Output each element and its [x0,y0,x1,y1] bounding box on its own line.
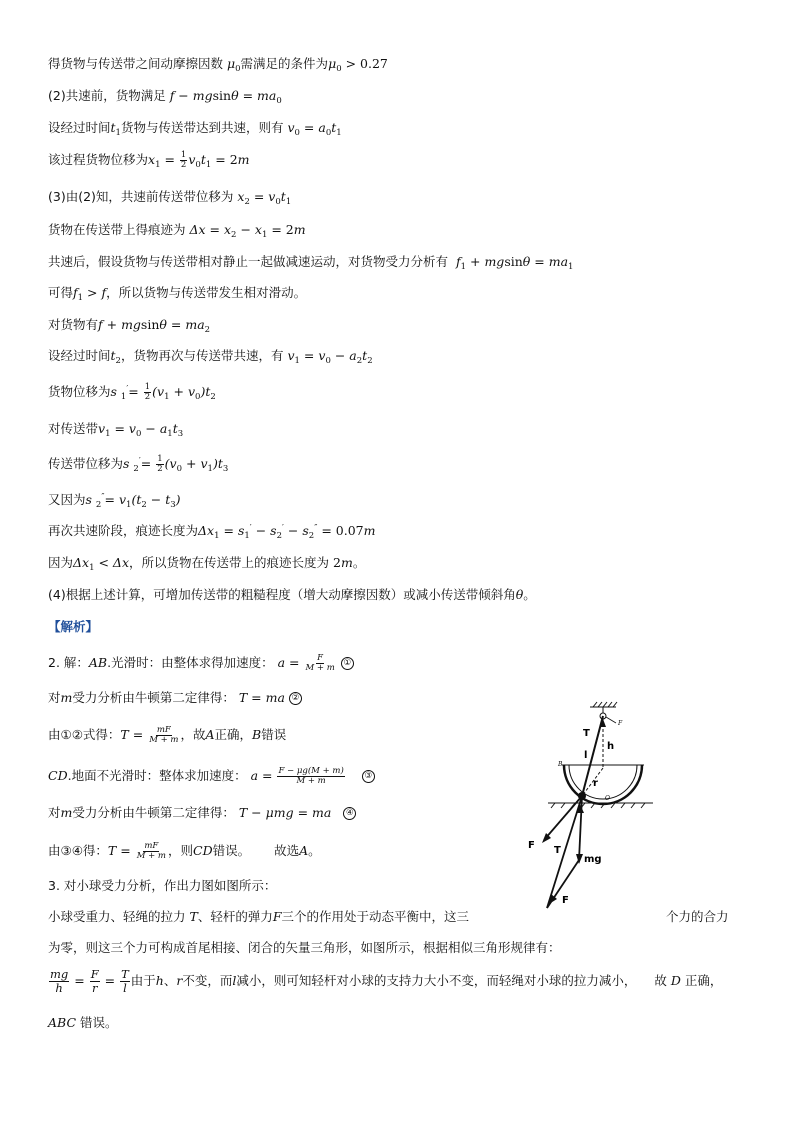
mark-4: ④ [343,807,356,820]
text-line-12: 对传送带$v_1 = v_0 - a_1t_3$ [48,421,184,439]
text-line-15: 再次共速阶段，痕迹长度为$\Delta x_1 = s_1' - s_2' - s_2'' = 0.07m$ [48,523,376,541]
label-T-lower: T [554,845,561,856]
label-T-top: T [583,728,590,739]
text-line-7: 共速后，假设货物与传送带相对静止一起做减速运动，对货物受力分析有 $f_1 + mgsin\theta = ma_1$ [48,254,574,272]
text-line-28: $\frac{mg}{h}$ = $\frac{F}{r}$ = $\frac{T}{l}$ 由于h、r不变，而l减小，则可知轻杆对小球的支持力大小不变，而轻绳对小球的拉力减小， 故 D 正确， [50,967,723,995]
text-line-8: 可得$f_1 > f$，所以货物与传送带发生相对滑动。 [48,285,307,303]
text-line-26: 小球受重力、轻绳的拉力 T、轻杆的弹力F三个的作用处于动态平衡中，这三 [48,909,470,924]
label-F-top: F [618,720,623,727]
text-line-6: 货物在传送带上得痕迹为 $\Delta x = x_2 - x_1 = 2m$ [48,222,306,240]
mark-3: ③ [362,770,375,783]
small-force-line [606,717,616,723]
text-line-14: 又因为s $_2''= v_1(t_2 - t_3)$ [48,492,181,510]
text-line-1: 得货物与传送带之间动摩擦因数 $\mu_0$需满足的条件为$\mu_0 > 0.27$ [48,56,388,74]
text-line-19: 2. 解：AB.光滑时：由整体求得加速度： a = $\frac{F}{M + m}$ ① [48,654,354,673]
text-line-11: 货物位移为s $_1$′= $\frac{1}{2}$ $(v_1 + v_0)t_2$ [48,382,216,402]
text-line-20: 对m受力分析由牛顿第二定律得： T = ma ② [48,689,302,707]
text-line-21: 由①②式得：T = $\frac{mF}{M + m}$ ，故A正确，B错误 [48,725,287,745]
label-F-bottom: F [562,895,569,906]
text-line-27: 为零，则这三个力可构成首尾相接、闭合的矢量三角形，如图所示，根据相似三角形规律有： [48,940,561,955]
text-line-13: 传送带位移为s $_2$′= $\frac{1}{2}$ $(v_0 + v_1)t_3$ [48,454,229,474]
text-line-24: 由③④得：T = $\frac{mF}{M + m}$ ，则CD错误。 故选A。 [48,841,321,861]
text-line-16: 因为$\Delta x_1 < \Delta x$，所以货物在传送带上的痕迹长度为 2m。 [48,555,366,573]
label-mg: mg [584,854,602,865]
text-line-23: 对m受力分析由牛顿第二定律得： T − μmg = ma ④ [48,804,356,822]
section-heading-analysis: 【解析】 [48,619,99,634]
text-line-25: 3. 对小球受力分析，作出力图如图所示： [48,878,277,893]
label-O: O [605,795,610,802]
label-r: r [593,778,598,789]
label-l: l [584,750,588,761]
mark-2: ② [289,692,302,705]
label-F-left: F [528,840,535,851]
text-line-17: (4)根据上述计算，可增加传送带的粗糙程度（增大动摩擦因数）或减小传送带倾斜角θ。 [48,587,536,602]
mark-1: ① [341,657,354,670]
label-h: h [607,741,615,752]
label-B: B [558,761,563,768]
text-line-2: (2)共速前，货物满足 $f - mgsin\theta = ma_0$ [48,88,282,106]
text-line-9: 对货物有$f + mgsin\theta = ma_2$ [48,317,211,335]
force-diagram [518,700,658,915]
text-line-22: CD.地面不光滑时：整体求加速度： a = $\frac{F - \mu g(M + m)}{M + m}$ ③ [48,767,375,786]
text-line-3: 设经过时间$t_1$货物与传送带达到共速，则有 $v_0 = a_0t_1$ [48,120,342,138]
text-line-4: 该过程货物位移为$x_1$ = $\frac{1}{2}$ $v_0t_1 = 2m$ [48,150,250,170]
text-line-5: (3)由(2)知，共速前传送带位移为 $x_2 = v_0t_1$ [48,189,292,207]
text-line-10: 设经过时间$t_2$，货物再次与传送带共速，有 $v_1 = v_0 - a_2t_2$ [48,348,373,366]
text-line-26-tail: 个力的合力 [666,909,729,924]
text-line-29: ABC 错误。 [48,1015,118,1030]
